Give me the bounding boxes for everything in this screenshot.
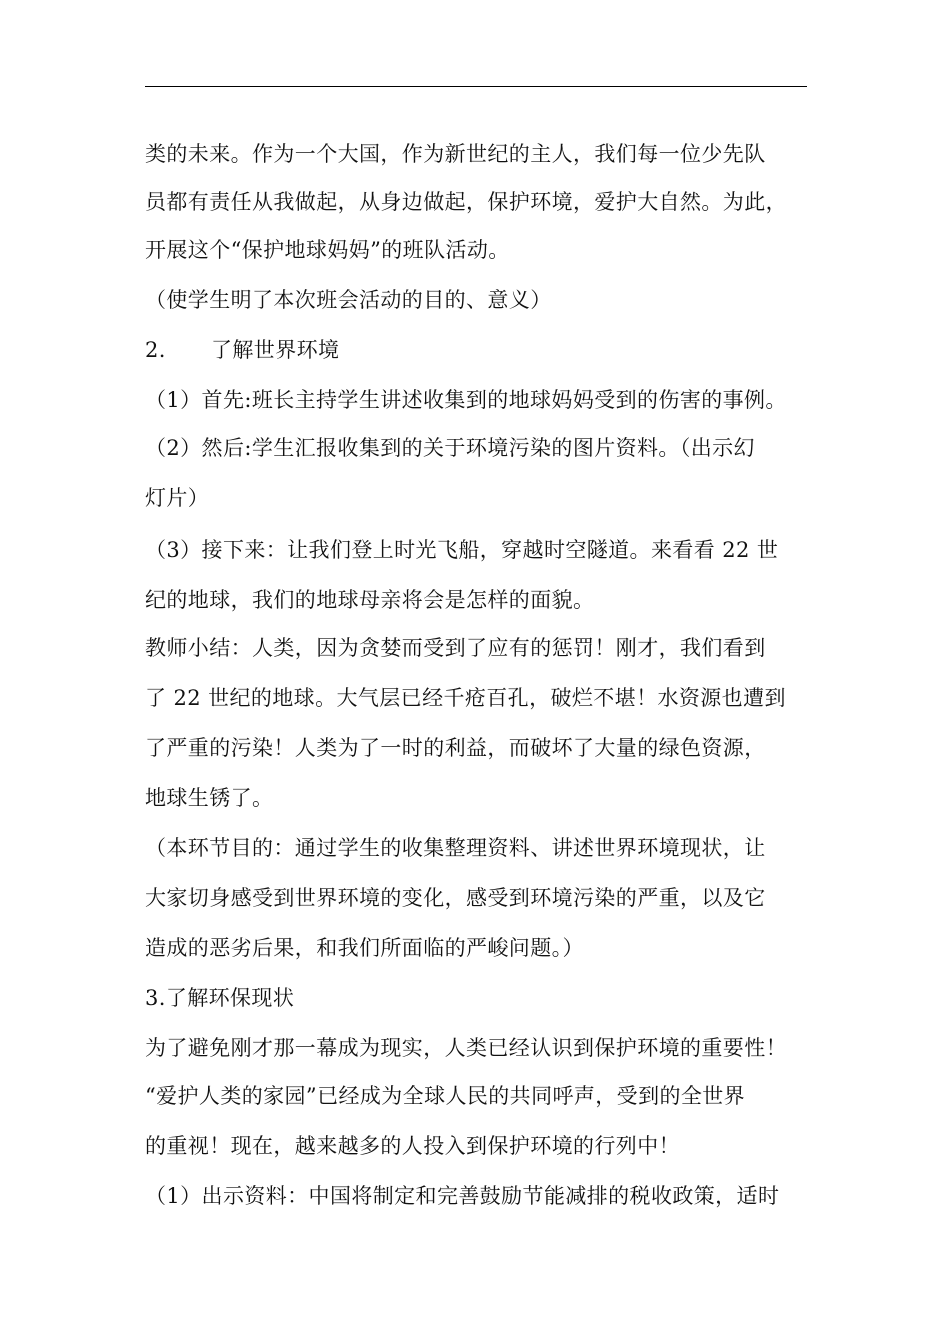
text-line: 地球生锈了。 bbox=[145, 786, 274, 810]
text-line: “爱护人类的家园”已经成为全球人民的共同呼声，受到的全世界 bbox=[145, 1084, 746, 1108]
text-line: 灯片） bbox=[145, 486, 210, 510]
text-line: 教师小结：人类，因为贪婪而受到了应有的惩罚！刚才，我们看到 bbox=[145, 636, 766, 660]
header-rule bbox=[145, 86, 807, 87]
text-line: 了 22 世纪的地球。大气层已经千疮百孔，破烂不堪！水资源也遭到 bbox=[145, 686, 786, 710]
text-line: （1）出示资料：中国将制定和完善鼓励节能减排的税收政策，适时 bbox=[145, 1184, 780, 1208]
text-line: 了严重的污染！人类为了一时的利益，而破坏了大量的绿色资源， bbox=[145, 736, 766, 760]
text-line: （3）接下来：让我们登上时光飞船，穿越时空隧道。来看看 22 世 bbox=[145, 538, 779, 562]
text-line: 的重视！现在，越来越多的人投入到保护环境的行列中！ bbox=[145, 1134, 680, 1158]
section-heading-2 bbox=[145, 337, 339, 363]
section-title: 了解世界环境 bbox=[211, 338, 340, 362]
text-line: 开展这个“保护地球妈妈”的班队活动。 bbox=[145, 238, 510, 262]
text-line: 纪的地球，我们的地球母亲将会是怎样的面貌。 bbox=[145, 588, 595, 612]
text-line: 造成的恶劣后果，和我们所面临的严峻问题。） bbox=[145, 936, 584, 960]
text-line: （2）然后:学生汇报收集到的关于环境污染的图片资料。（出示幻 bbox=[145, 436, 755, 460]
text-line: 类的未来。作为一个大国，作为新世纪的主人，我们每一位少先队 bbox=[145, 142, 766, 166]
text-line: 大家切身感受到世界环境的变化，感受到环境污染的严重，以及它 bbox=[145, 886, 766, 910]
text-line: （本环节目的：通过学生的收集整理资料、讲述世界环境现状，让 bbox=[145, 836, 766, 860]
text-line: （使学生明了本次班会活动的目的、意义） bbox=[145, 288, 552, 312]
text-line: 为了避免刚才那一幕成为现实，人类已经认识到保护环境的重要性！ bbox=[145, 1036, 787, 1060]
text-line: 员都有责任从我做起，从身边做起，保护环境，爱护大自然。为此， bbox=[145, 190, 787, 214]
text-line: （1）首先:班长主持学生讲述收集到的地球妈妈受到的伤害的事例。 bbox=[145, 388, 787, 412]
section-heading-3: 3.了解环保现状 bbox=[145, 986, 295, 1010]
section-number: 2. bbox=[145, 338, 166, 362]
